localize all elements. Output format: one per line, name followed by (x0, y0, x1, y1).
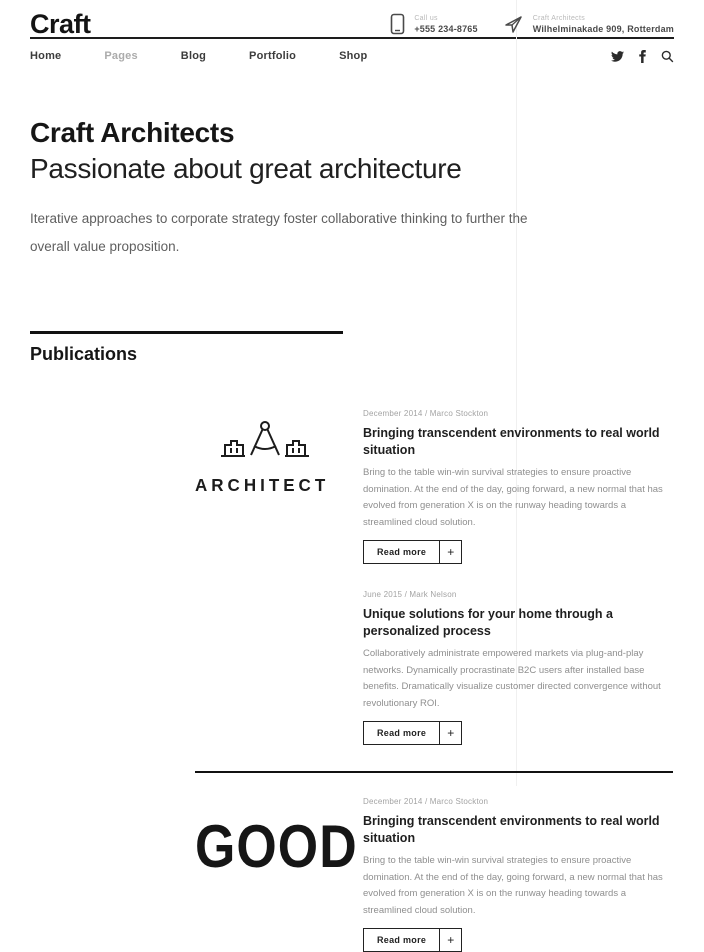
nav-item-portfolio[interactable]: Portfolio (249, 50, 297, 62)
read-more-button[interactable] (363, 721, 462, 745)
twitter-icon[interactable] (611, 50, 624, 63)
phone-icon (390, 13, 405, 35)
publication-logo-col (30, 409, 363, 564)
plus-icon: + (439, 722, 461, 744)
nav-item-blog[interactable]: Blog (180, 50, 207, 62)
phone-contact (390, 13, 477, 35)
nav-item-pages[interactable]: Pages (104, 50, 138, 62)
publication-logo-col (30, 590, 363, 745)
publication-row (30, 409, 674, 564)
architect-logo (195, 419, 335, 496)
facebook-icon[interactable] (636, 50, 649, 63)
publication-meta: June 2015 / Mark Nelson (363, 590, 457, 599)
publication-content (363, 409, 674, 564)
publication-body: Collaboratively administrate empowered markets via plug-and-play networks. Dynamically procrastinate B2C users after installed base benefits. Dramatically visualize customer directed convergence without revolutionary ROI. (363, 648, 661, 709)
nav-item-shop[interactable]: Shop (339, 50, 368, 62)
good-logo: GOOD (195, 814, 358, 881)
read-more-label: Read more (377, 547, 427, 557)
publication-title[interactable]: Bringing transcendent environments to real world situation (363, 814, 660, 845)
main-nav (0, 41, 704, 71)
read-more-button[interactable] (363, 540, 462, 564)
publication-body: Bring to the table win-win survival strategies to ensure proactive domination. At the end of the day, going forward, a new normal that has evolved from generation X is on the runway heading towards a streamlined cloud solution. (363, 467, 663, 528)
phone-number[interactable]: +555 234-8765 (414, 23, 478, 34)
publications-row-divider (195, 771, 673, 773)
hero-title-line1: Craft Architects (30, 117, 235, 148)
read-more-label: Read more (377, 935, 427, 945)
nav-item-home[interactable]: Home (30, 50, 62, 62)
read-more-label: Read more (377, 728, 427, 738)
header (30, 0, 674, 37)
publication-meta: December 2014 / Marco Stockton (363, 797, 489, 806)
publication-content (363, 797, 674, 952)
plus-icon: + (439, 541, 461, 563)
publication-logo-col (30, 797, 363, 952)
architect-logo-text: ARCHITECT (195, 475, 330, 496)
hero-section (30, 117, 674, 261)
address-contact (504, 14, 674, 34)
publication-row (30, 590, 674, 745)
hero-description: Iterative approaches to corporate strategy foster collaborative thinking to further the overall value proposition. (30, 211, 528, 254)
read-more-button[interactable] (363, 928, 462, 952)
location-icon (504, 14, 524, 34)
address-value[interactable]: Wilhelminakade 909, Rotterdam (532, 23, 674, 34)
search-icon[interactable] (661, 50, 674, 63)
publication-content (363, 590, 674, 745)
address-label: Craft Architects (532, 14, 585, 22)
site-logo[interactable]: Craft (30, 8, 91, 39)
publication-title[interactable]: Bringing transcendent environments to real world situation (363, 426, 660, 457)
publication-meta: December 2014 / Marco Stockton (363, 409, 489, 418)
phone-text (414, 15, 477, 34)
hero-title-line2: Passionate about great architecture (30, 153, 462, 184)
publication-row (30, 797, 674, 952)
header-contacts (390, 13, 674, 35)
plus-icon: + (439, 929, 461, 951)
nav-social (611, 50, 674, 63)
publications-section (30, 331, 674, 952)
phone-label: Call us (414, 14, 438, 22)
publication-title[interactable]: Unique solutions for your home through a personalized process (363, 607, 613, 638)
publications-list (30, 409, 674, 952)
header-divider (30, 37, 674, 39)
publications-heading: Publications (30, 344, 138, 364)
publications-rule (30, 331, 343, 334)
publication-body: Bring to the table win-win survival strategies to ensure proactive domination. At the end of the day, going forward, a new normal that has evolved from generation X is on the runway heading towards a streamlined cloud solution. (363, 855, 663, 916)
address-text (533, 15, 674, 34)
